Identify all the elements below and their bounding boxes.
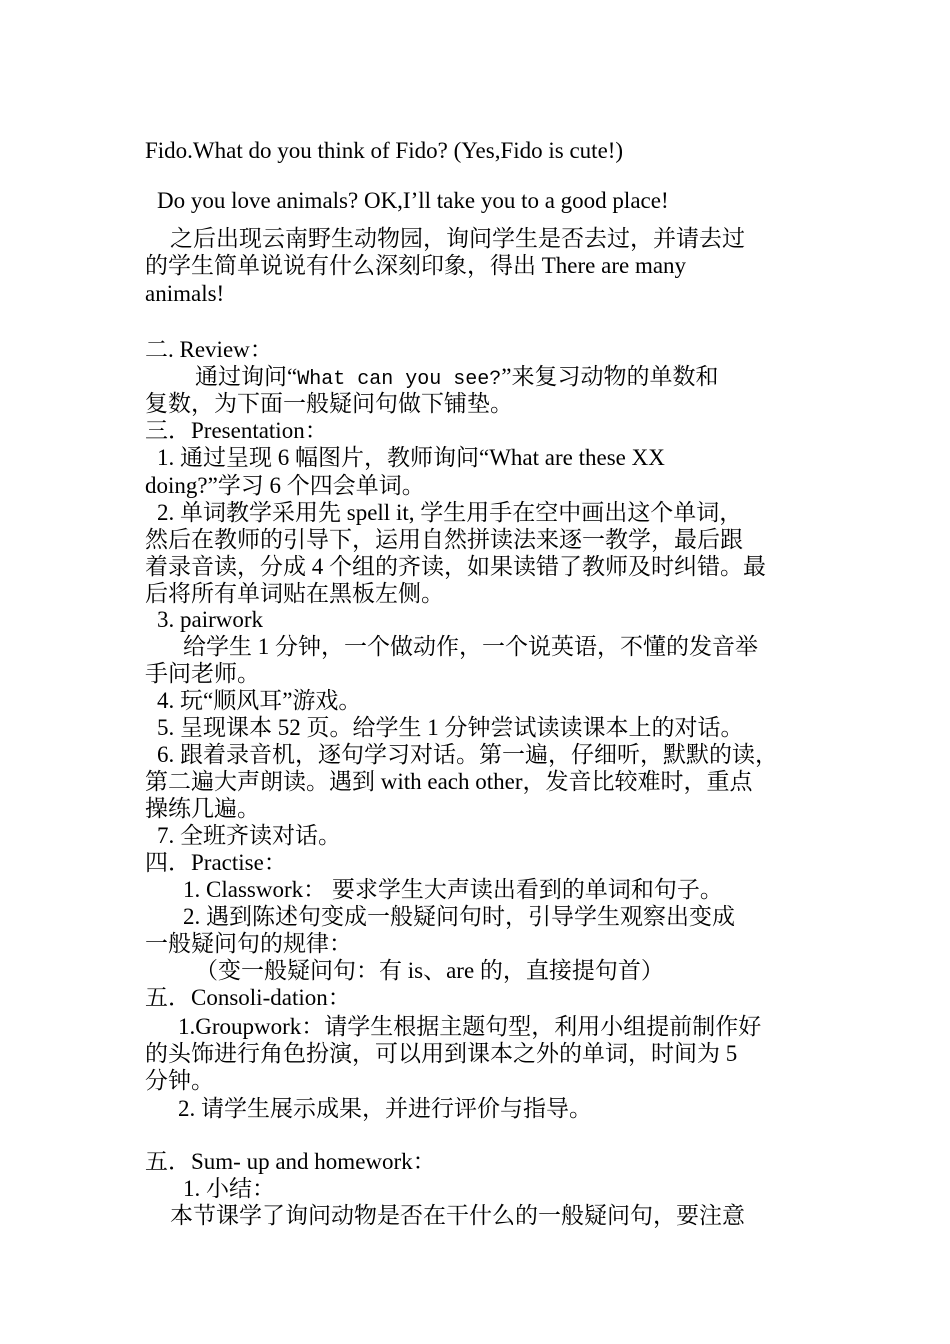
intro-paragraph-line-1: 之后出现云南野生动物园，询问学生是否去过，并请去过 [170,226,745,251]
presentation-step-4: 4. 玩“顺风耳”游戏。 [157,688,362,713]
summary-item-1-text: 本节课学了询问动物是否在干什么的一般疑问句，要注意 [170,1203,745,1228]
presentation-step-7: 7. 全班齐读对话。 [157,823,341,848]
review-heading: 二. Review： [145,337,273,362]
intro-paragraph-line-3: animals! [145,281,225,306]
presentation-step-2-line-2: 然后在教师的引导下，运用自然拼读法来逐一教学，最后跟 [145,527,743,552]
presentation-step-3-line-2: 给学生 1 分钟，一个做动作，一个说英语，不懂的发音举 [183,634,758,659]
consolidation-item-1-line-1: 1.Groupwork：请学生根据主题句型，利用小组提前制作好 [178,1014,762,1039]
review-code-question: What can you see? [297,368,502,391]
consolidation-item-1-line-3: 分钟。 [145,1068,214,1093]
intro-line-2: Do you love animals? OK,I’ll take you to a good place! [157,188,669,213]
review-line-1 [195,363,810,393]
presentation-step-6-line-1: 6. 跟着录音机，逐句学习对话。第一遍，仔细听，默默的读， [157,742,778,767]
presentation-step-6-line-3: 操练几遍。 [145,796,260,821]
presentation-step-5: 5. 呈现课本 52 页。给学生 1 分钟尝试读读课本上的对话。 [157,715,744,740]
presentation-step-1-line-1: 1. 通过呈现 6 幅图片，教师询问“What are these XX [157,445,665,470]
summary-heading: 五．Sum- up and homework： [145,1149,436,1174]
review-line-2: 复数，为下面一般疑问句做下铺垫。 [145,391,513,416]
intro-paragraph-line-2: 的学生简单说说有什么深刻印象，得出 There are many [145,253,687,278]
intro-line-1: Fido.What do you think of Fido? (Yes,Fido is cute!) [145,138,624,163]
presentation-step-3-line-3: 手问老师。 [145,661,260,686]
presentation-step-1-line-2: doing?”学习 6 个四会单词。 [145,473,425,498]
presentation-step-2-line-4: 后将所有单词贴在黑板左侧。 [145,581,444,606]
consolidation-item-2: 2. 请学生展示成果，并进行评价与指导。 [178,1096,592,1121]
presentation-heading: 三．Presentation： [145,418,328,443]
consolidation-item-1-line-2: 的头饰进行角色扮演，可以用到课本之外的单词，时间为 5 [145,1041,738,1066]
consolidation-heading: 五．Consoli-dation： [145,985,351,1010]
summary-item-1: 1. 小结： [183,1176,275,1201]
presentation-step-2-line-1: 2. 单词教学采用先 spell it, 学生用手在空中画出这个单词， [157,500,743,525]
review-line-1-end: ”来复习动物的单数和 [501,364,719,389]
review-line-1-start: 通过询问“ [195,364,298,389]
presentation-step-3-line-1: 3. pairwork [157,607,264,632]
presentation-step-6-line-2: 第二遍大声朗读。遇到 with each other，发音比较难时，重点 [145,769,753,794]
practise-item-2-line-1: 2. 遇到陈述句变成一般疑问句时，引导学生观察出变成 [183,904,735,929]
presentation-step-2-line-3: 着录音读，分成 4 个组的齐读，如果读错了教师及时纠错。最 [145,554,766,579]
practise-item-2-line-3: （变一般疑问句：有 is、are 的，直接提句首） [195,958,664,983]
practise-item-1: 1. Classwork： 要求学生大声读出看到的单词和句子。 [183,877,723,902]
practise-item-2-line-2: 一般疑问句的规律： [145,931,352,956]
practise-heading: 四．Practise： [145,850,287,875]
